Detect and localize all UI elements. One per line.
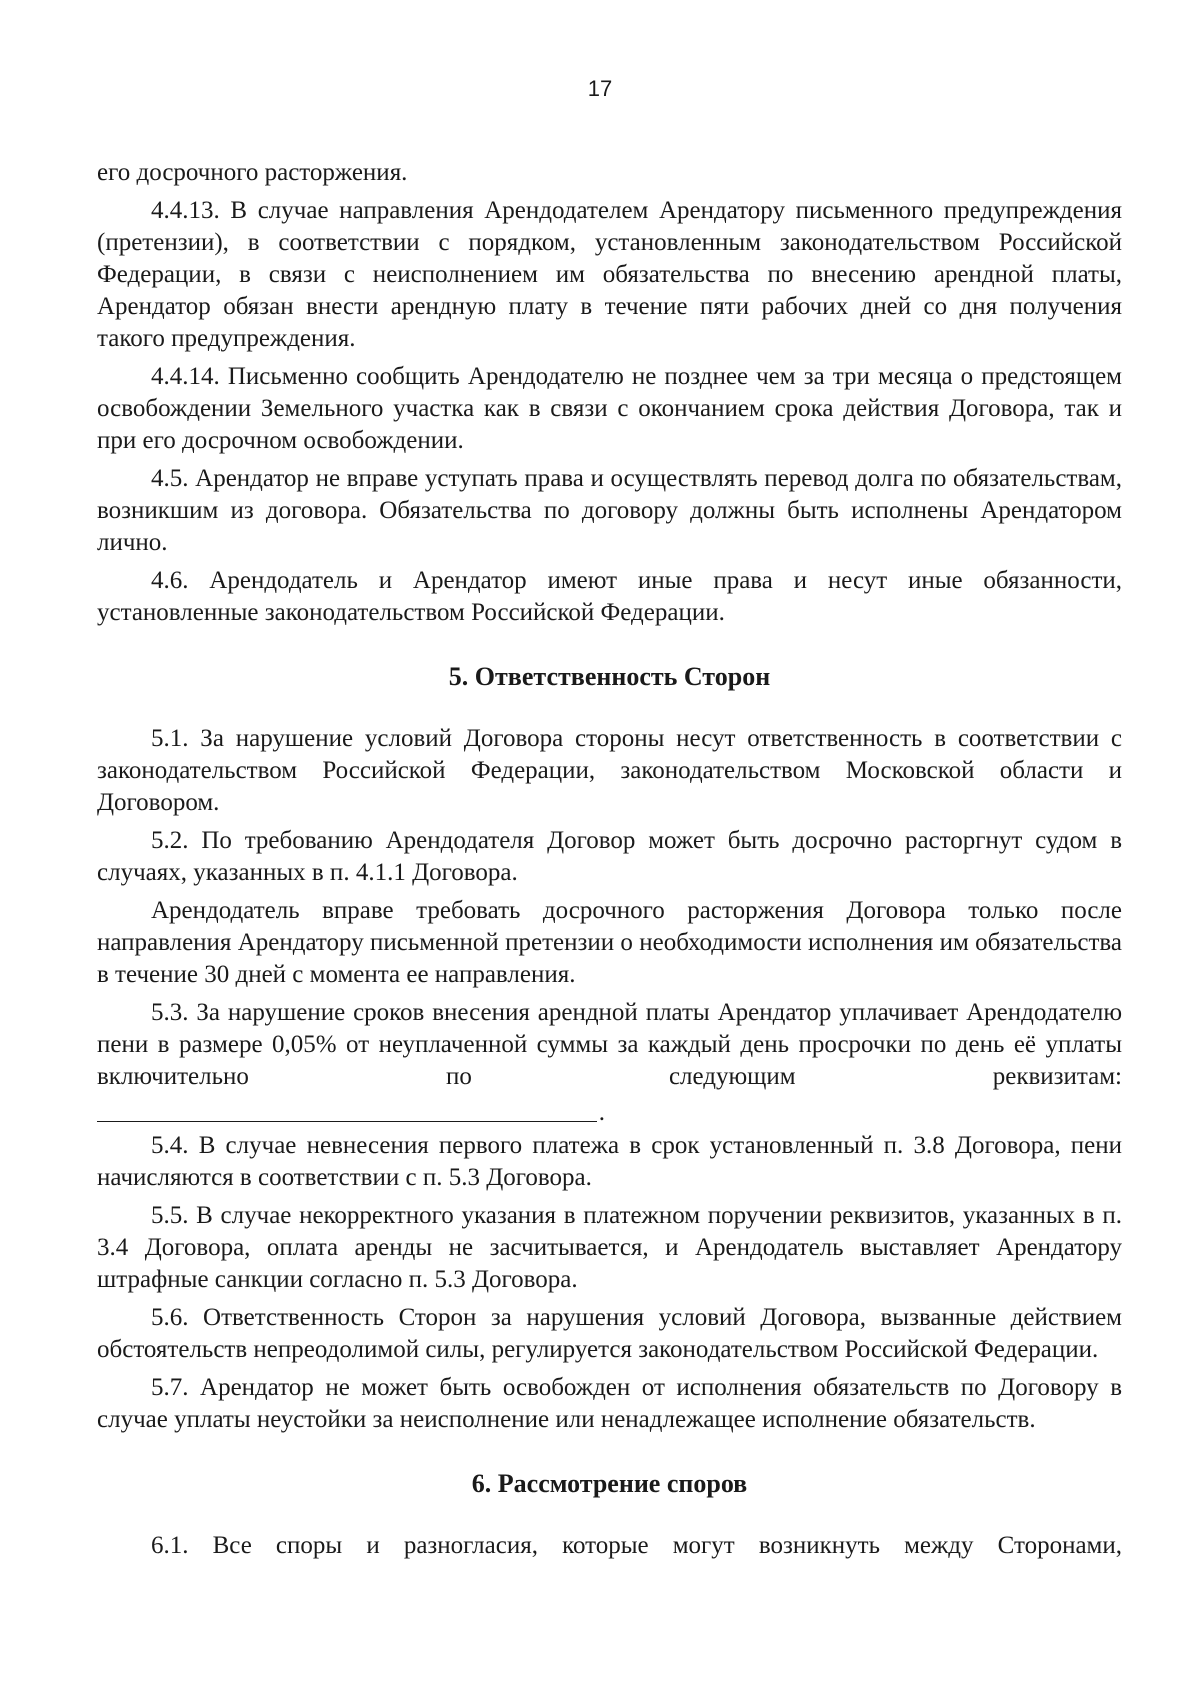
section-6-heading: 6. Рассмотрение споров — [471, 1469, 748, 1498]
paragraph-5-7: 5.7. Арендатор не может быть освобожден от исполнения обязательств по Договору в случае уплаты неустойки за неисполнение или ненадлежащее исполнение обязательств. — [97, 1374, 1122, 1433]
section-5-heading: 5. Ответственность Сторон — [448, 662, 771, 691]
paragraph-5-2: 5.2. По требованию Арендодателя Договор может быть досрочно расторгнут судом в случаях, указанных в п. 4.1.1 Договора. — [97, 827, 1122, 886]
paragraph-4-6: 4.6. Арендодатель и Арендатор имеют иные права и несут иные обязанности, установленные законодательством Российской Федерации. — [97, 567, 1122, 626]
paragraph-5-5: 5.5. В случае некорректного указания в платежном поручении реквизитов, указанных в п. 3.4 Договора, оплата аренды не засчитывается, и Арендодатель выставляет Арендатору штрафные санкции согласно п. 5.3 Договора. — [97, 1202, 1122, 1293]
paragraph-5-3: 5.3. За нарушение сроков внесения арендной платы Арендатор уплачивает Арендодателю пени в размере 0,05% от неуплаченной суммы за каждый день просрочки по день её уплаты включительно по следующим реквизитам: — [97, 999, 1122, 1090]
paragraph-6-1: 6.1. Все споры и разногласия, которые могут возникнуть между Сторонами, — [151, 1532, 1122, 1559]
paragraph-5-6: 5.6. Ответственность Сторон за нарушения условий Договора, вызванные действием обстоятельств непреодолимой силы, регулируется законодательством Российской Федерации. — [97, 1304, 1122, 1363]
paragraph-5-1: 5.1. За нарушение условий Договора стороны несут ответственность в соответствии с законодательством Российской Федерации, законодательством Московской области и Договором. — [97, 725, 1122, 816]
document-body — [97, 157, 1122, 1568]
paragraph-4-5: 4.5. Арендатор не вправе уступать права и осуществлять перевод долга по обязательствам, возникшим из договора. Обязательства по договору должны быть исполнены Арендатором лично. — [97, 465, 1122, 556]
paragraph-5-4: 5.4. В случае невнесения первого платежа в срок установленный п. 3.8 Договора, пени начисляются в соответствии с п. 5.3 Договора. — [97, 1132, 1122, 1191]
paragraph-5-2-continued: Арендодатель вправе требовать досрочного расторжения Договора только после направления Арендатору письменной претензии о необходимости исполнения им обязательства в течение 30 дней с момента ее направления. — [97, 897, 1122, 988]
paragraph-4-4-13: 4.4.13. В случае направления Арендодателем Арендатору письменного предупреждения (претензии), в соответствии с порядком, установленным законодательством Российской Федерации, в связи с неисполнением им обязательства по внесению арендной платы, Арендатор обязан внести арендную плату в течение пяти рабочих дней со дня получения такого предупреждения. — [97, 197, 1122, 352]
requisites-blank-line — [97, 1095, 597, 1122]
paragraph-continuation: его досрочного расторжения. — [97, 159, 408, 186]
page-number: 17 — [587, 76, 613, 101]
paragraph-4-4-14: 4.4.14. Письменно сообщить Арендодателю не позднее чем за три месяца о предстоящем освобождении Земельного участка как в связи с окончанием срока действия Договора, так и при его досрочном освобождении. — [97, 363, 1122, 454]
